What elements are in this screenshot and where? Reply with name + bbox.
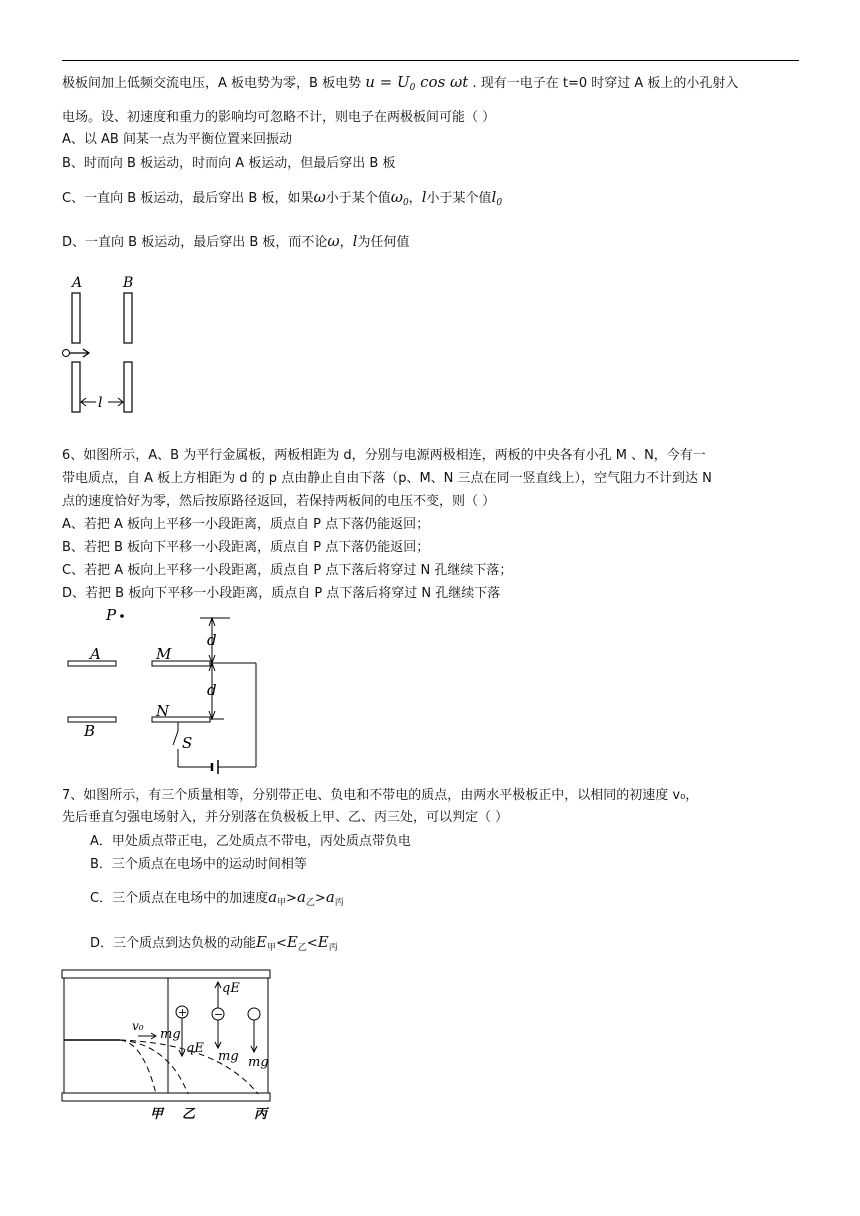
header-rule xyxy=(62,60,799,61)
q5-stem-text-b: . 现有一电子在 t=0 时穿过 A 板上的小孔射入 xyxy=(472,76,739,91)
q7-v0-arrow xyxy=(138,1033,156,1039)
q5-option-c: C、一直向 B 板运动，最后穿出 B 板，如果ω小于某个值$\omega_0$，l小于某个值$l_0$ xyxy=(62,188,503,208)
q7-label-mg1: mg xyxy=(160,1027,181,1042)
svg-text:−: − xyxy=(214,1008,224,1021)
q6-circuit-figure xyxy=(60,604,280,779)
q6-switch xyxy=(173,731,178,745)
q6-stem-line3: 点的速度恰好为零，然后按原路径返回，若保持两板间的电压不变，则（ ） xyxy=(62,494,496,509)
q7-label-mg2: mg xyxy=(218,1049,239,1064)
q7-label-v0: v₀ xyxy=(132,1019,144,1033)
q6-label-m: M xyxy=(156,645,172,663)
q7-deflection-figure xyxy=(58,966,290,1124)
q5-option-d: D、一直向 B 板运动，最后穿出 B 板，而不论ω，l为任何值 xyxy=(62,232,410,250)
q6-option-a: A、若把 A 板向上平移一小段距离，质点自 P 点下落仍能返回； xyxy=(62,517,430,532)
q6-option-d: D、若把 B 板向下平移一小段距离，质点自 P 点下落后将穿过 N 孔继续下落 xyxy=(62,586,501,601)
svg-text:+: + xyxy=(178,1006,188,1019)
q5-formula: $u = U_0$ cos ωt xyxy=(365,73,469,93)
q6-label-b: B xyxy=(84,722,96,740)
q6-label-p: P xyxy=(106,606,117,624)
q5-stem-line1 xyxy=(62,73,738,97)
q6-option-b: B、若把 B 板向下平移一小段距离，质点自 P 点下落仍能返回； xyxy=(62,540,430,555)
q7-label-qe-down: qE xyxy=(186,1041,204,1056)
q6-label-d2: d xyxy=(207,681,217,699)
q7-label-bing: 丙 xyxy=(254,1107,268,1122)
q7-label-jia: 甲 xyxy=(150,1107,164,1122)
q5-plates-figure xyxy=(58,272,148,417)
q5-plate-b-bottom xyxy=(124,362,132,412)
q5-stem-text-a: 极板间加上低频交流电压，A 板电势为零，B 板电势 xyxy=(62,76,362,91)
q5-electron xyxy=(63,350,70,357)
q7-neutral-particle xyxy=(248,1008,260,1020)
q7-top-plate xyxy=(62,970,270,978)
q5-option-b: B、时而向 B 板运动，时而向 A 板运动，但最后穿出 B 板 xyxy=(62,156,396,171)
q5-option-a: A、以 AB 间某一点为平衡位置来回振动 xyxy=(62,132,292,147)
q7-stem-line1: 7、如图所示，有三个质量相等，分别带正电、负电和不带电的质点，由两水平极板正中，以相同的初速度 v₀， xyxy=(62,788,699,803)
q5-label-l: l xyxy=(98,395,103,411)
q5-plate-a-top xyxy=(72,293,80,343)
q5-label-b: B xyxy=(123,275,134,291)
q6-stem-line2: 带电质点，自 A 板上方相距为 d 的 p 点由静止自由下落（p、M、N 三点在同一竖直线上），空气阻力不计到达 N xyxy=(62,471,712,486)
q7-option-c: C．三个质点在电场中的加速度$a_甲>a_乙>a_丙$ xyxy=(90,888,344,908)
q7-label-mg3: mg xyxy=(248,1055,269,1070)
q6-stem-line1: 6、如图所示，A、B 为平行金属板，两板相距为 d，分别与电源两极相连，两板的中央各有小孔 M 、N，今有一 xyxy=(62,448,706,463)
q6-label-d1: d xyxy=(207,631,217,649)
q6-option-c: C、若把 A 板向上平移一小段距离，质点自 P 点下落后将穿过 N 孔继续下落； xyxy=(62,563,513,578)
q7-option-d: D．三个质点到达负极的动能$E_甲<E_乙<E_丙$ xyxy=(90,933,338,953)
q6-point-p xyxy=(120,614,124,618)
q7-label-yi: 乙 xyxy=(182,1107,196,1122)
q7-label-qe-up: qE xyxy=(222,981,240,996)
q5-stem-line2: 电场。设、初速度和重力的影响均可忽略不计，则电子在两极板间可能（ ） xyxy=(62,110,496,125)
q5-plate-a-bottom xyxy=(72,362,80,412)
q5-plate-b-top xyxy=(124,293,132,343)
q5-label-a: A xyxy=(72,275,83,291)
q6-label-s: S xyxy=(182,734,193,752)
q7-option-b: B．三个质点在电场中的运动时间相等 xyxy=(90,857,307,872)
q7-option-a: A．甲处质点带正电，乙处质点不带电，丙处质点带负电 xyxy=(90,834,411,849)
q7-bottom-plate xyxy=(62,1093,270,1101)
q6-label-n: N xyxy=(156,702,170,720)
q7-stem-line2: 先后垂直匀强电场射入，并分别落在负极板上甲、乙、丙三处，可以判定（ ） xyxy=(62,810,509,825)
q6-label-a: A xyxy=(90,645,101,663)
